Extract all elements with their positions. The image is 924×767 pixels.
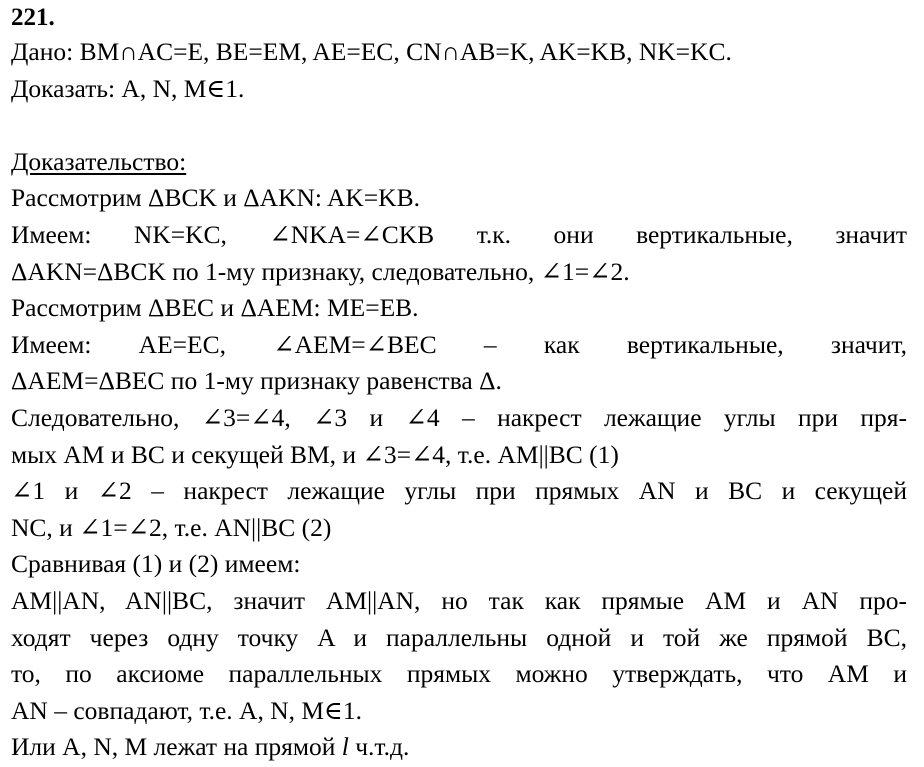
to-prove-statement: Доказать: A, N, M∈1. (11, 73, 245, 103)
final-line-suffix: ч.т.д. (348, 732, 410, 762)
proof-line: Следовательно, ∠3=∠4, ∠3 и ∠4 – накрест лежащие углы при пря- (11, 402, 907, 432)
proof-line: мых AM и BC и секущей BM, и ∠3=∠4, т.е. AM||BC (1) (11, 439, 619, 469)
proof-line: то, по аксиоме параллельных прямых можно утверждать, что AM и (11, 659, 907, 689)
proof-line: Сравнивая (1) и (2) имеем: (11, 549, 301, 579)
proof-line: Рассмотрим ΔBEC и ΔAEM: ME=EB. (11, 293, 419, 323)
proof-heading (11, 144, 907, 181)
proof-line: ходят через одну точку A и параллельны одной и той же прямой BC, (11, 622, 907, 652)
problem-number: 221. (11, 4, 55, 31)
final-line-line-name: l (341, 732, 349, 762)
given-statement: Дано: BM∩AC=E, BE=EM, AE=EC, CN∩AB=K, AK=KB, NK=KC. (11, 37, 732, 66)
final-line (11, 729, 907, 766)
blank-line (11, 107, 907, 144)
proof-line: ∠1 и ∠2 – накрест лежащие углы при прямых AN и BC и секущей (11, 476, 907, 506)
proof-line: ΔAKN=ΔBCK по 1-му признаку, следовательно, ∠1=∠2. (11, 256, 630, 286)
proof-line: NC, и ∠1=∠2, т.е. AN||BC (2) (11, 512, 332, 542)
proof-line: AM||AN, AN||BC, значит AM||AN, но так как прямые AM и AN про- (11, 585, 907, 615)
proof-line: Рассмотрим ΔBCK и ΔAKN: AK=KB. (11, 183, 420, 213)
proof-line: Имеем: AE=EC, ∠AEM=∠BEC – как вертикальные, значит, (11, 329, 907, 359)
proof-line: Имеем: NK=KC, ∠NKA=∠CKB т.к. они вертикальные, значит (11, 219, 907, 249)
final-line-prefix: Или A, N, M лежат на прямой (11, 732, 342, 762)
solution-page (11, 2, 907, 766)
proof-heading-text: Доказательство: (11, 146, 187, 176)
proof-line: AN – совпадают, т.е. A, N, M∈1. (11, 695, 363, 725)
proof-line: ΔAEM=ΔBEC по 1-му признаку равенства Δ. (11, 366, 502, 396)
